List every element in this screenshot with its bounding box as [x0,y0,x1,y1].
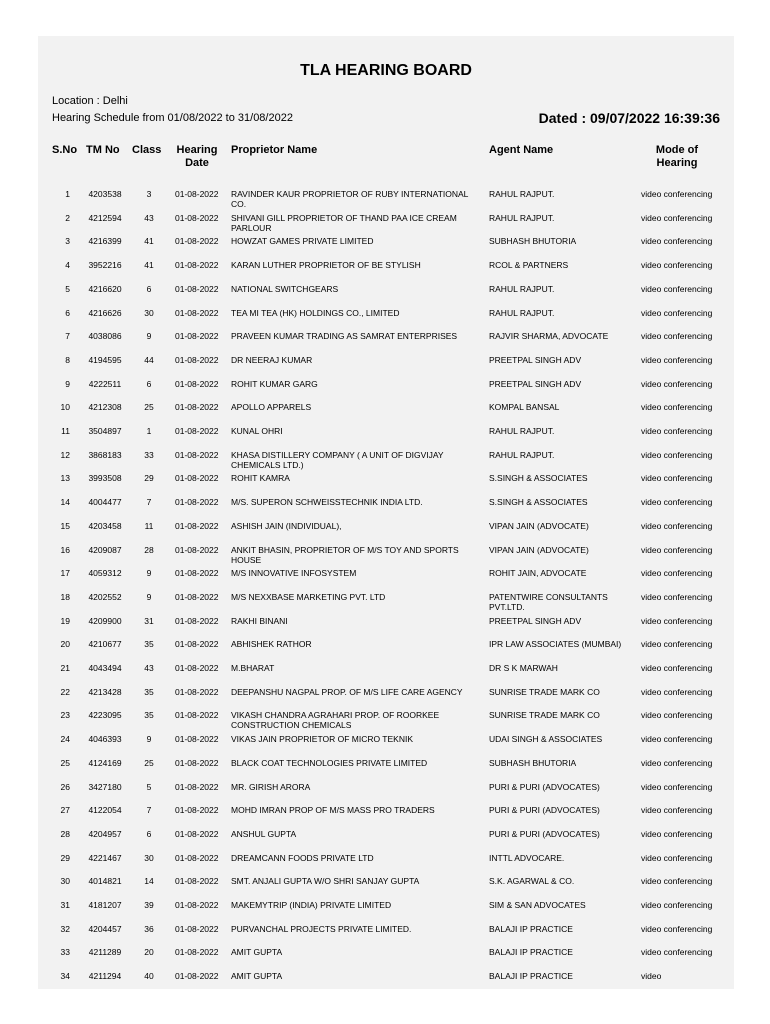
cell-class: 30 [144,307,154,318]
cell-tm-no: 4124169 [88,757,122,768]
cell-agent: PREETPAL SINGH ADV [489,354,582,365]
table-row [38,284,734,307]
cell-agent: BALAJI IP PRACTICE [489,947,573,958]
cell-hearing-date: 01-08-2022 [175,639,219,650]
cell-agent: PREETPAL SINGH ADV [489,615,582,626]
cell-mode: video conferencing [641,426,713,436]
table-row [38,521,734,544]
cell-mode: video conferencing [641,591,713,602]
cell-tm-no: 4210677 [88,639,122,650]
cell-mode: video conferencing [641,283,713,294]
cell-tm-no: 4222511 [88,378,122,389]
cell-tm-no: 4209900 [88,615,122,626]
cell-class: 44 [144,354,154,365]
cell-tm-no: 4059312 [88,568,122,579]
cell-class: 14 [144,876,154,887]
cell-hearing-date: 01-08-2022 [175,331,219,342]
cell-sno: 4 [65,260,70,271]
cell-tm-no: 4223095 [88,710,122,721]
cell-hearing-date: 01-08-2022 [175,734,219,745]
schedule-range: Hearing Schedule from 01/08/2022 to 31/08/2022 [52,112,293,124]
cell-mode: video conferencing [641,615,713,626]
cell-class: 7 [146,805,152,816]
cell-agent: KOMPAL BANSAL [489,402,560,413]
cell-agent: S.SINGH & ASSOCIATES [489,497,588,508]
cell-proprietor: ANKIT BHASIN, PROPRIETOR OF M/S TOY AND SPORTS HOUSE [231,544,459,565]
table-row [38,308,734,331]
cell-class: 39 [144,900,154,910]
cell-proprietor: ROHIT KUMAR GARG [231,378,318,389]
cell-class: 9 [146,568,152,579]
cell-class: 5 [146,781,152,792]
cell-hearing-date: 01-08-2022 [175,615,219,626]
cell-sno: 12 [60,449,70,460]
cell-proprietor: PURVANCHAL PROJECTS PRIVATE LIMITED. [231,923,412,934]
cell-mode: video conferencing [641,331,713,342]
cell-class: 9 [146,734,152,745]
document-page [38,36,734,989]
cell-mode: video conferencing [641,378,713,389]
cell-mode: video conferencing [641,568,713,579]
cell-hearing-date: 01-08-2022 [175,378,219,389]
table-row [38,829,734,852]
cell-class: 9 [146,331,152,342]
table-row [38,639,734,662]
cell-proprietor: VIKAS JAIN PROPRIETOR OF MICRO TEKNIK [231,734,413,745]
cell-tm-no: 4046393 [88,734,122,745]
header-proprietor-name: Proprietor Name [231,144,318,156]
cell-proprietor: DREAMCANN FOODS PRIVATE LTD [231,852,374,863]
cell-sno: 25 [60,757,70,768]
cell-hearing-date: 01-08-2022 [175,236,219,247]
cell-agent: RAHUL RAJPUT. [489,212,555,223]
cell-proprietor: AMIT GUPTA [231,947,283,958]
cell-sno: 1 [65,189,70,199]
cell-tm-no: 4213428 [88,686,122,697]
cell-tm-no: 4194595 [88,354,122,365]
cell-proprietor: BLACK COAT TECHNOLOGIES PRIVATE LIMITED [231,757,428,768]
cell-hearing-date: 01-08-2022 [175,260,219,271]
cell-sno: 27 [60,805,70,816]
cell-hearing-date: 01-08-2022 [175,852,219,863]
cell-hearing-date: 01-08-2022 [175,876,219,887]
cell-sno: 33 [60,947,70,958]
cell-sno: 28 [60,828,70,839]
table-row [38,331,734,354]
cell-tm-no: 4203458 [88,520,122,531]
cell-mode: video conferencing [641,876,713,887]
cell-hearing-date: 01-08-2022 [175,971,219,982]
cell-mode: video conferencing [641,307,713,318]
cell-mode: video conferencing [641,639,713,650]
cell-hearing-date: 01-08-2022 [175,473,219,484]
cell-proprietor: KHASA DISTILLERY COMPANY ( A UNIT OF DIGVIJAY CHEMICALS LTD.) [231,449,444,470]
cell-sno: 3 [65,236,70,247]
cell-hearing-date: 01-08-2022 [175,354,219,365]
cell-class: 20 [144,947,154,958]
table-row [38,568,734,591]
cell-hearing-date: 01-08-2022 [175,663,219,673]
cell-proprietor: HOWZAT GAMES PRIVATE LIMITED [231,236,374,247]
table-row [38,379,734,402]
cell-class: 35 [144,639,154,650]
table-row [38,687,734,710]
cell-class: 43 [144,663,154,673]
cell-mode: video conferencing [641,686,713,697]
cell-hearing-date: 01-08-2022 [175,544,219,555]
cell-mode: video conferencing [641,260,713,271]
cell-hearing-date: 01-08-2022 [175,686,219,697]
cell-tm-no: 4203538 [88,189,122,199]
cell-tm-no: 4211294 [88,971,122,982]
cell-tm-no: 4043494 [88,663,122,673]
cell-mode: video conferencing [641,757,713,768]
cell-tm-no: 4181207 [88,900,122,910]
cell-mode: video conferencing [641,212,713,223]
table-row [38,592,734,615]
cell-agent: S.SINGH & ASSOCIATES [489,473,588,484]
table-row [38,971,734,989]
cell-sno: 34 [60,971,70,982]
cell-proprietor: M.BHARAT [231,663,275,673]
table-row [38,900,734,923]
page-title: TLA HEARING BOARD [300,62,472,79]
cell-agent: BALAJI IP PRACTICE [489,923,573,934]
table-row [38,782,734,805]
cell-agent: UDAI SINGH & ASSOCIATES [489,734,603,745]
table-row [38,450,734,473]
cell-proprietor: DEEPANSHU NAGPAL PROP. OF M/S LIFE CARE AGENCY [231,686,463,697]
cell-mode: video conferencing [641,497,713,508]
cell-agent: RAHUL RAJPUT. [489,426,555,436]
cell-tm-no: 3952216 [88,260,122,271]
cell-agent: BALAJI IP PRACTICE [489,971,573,982]
cell-hearing-date: 01-08-2022 [175,710,219,721]
cell-proprietor: NATIONAL SWITCHGEARS [231,283,339,294]
cell-class: 3 [146,189,152,199]
cell-proprietor: M/S. SUPERON SCHWEISSTECHNIK INDIA LTD. [231,497,423,508]
cell-class: 6 [146,378,152,389]
cell-sno: 19 [60,615,70,626]
table-row [38,545,734,568]
cell-agent: SIM & SAN ADVOCATES [489,900,586,910]
cell-class: 11 [144,520,154,531]
cell-hearing-date: 01-08-2022 [175,828,219,839]
table-row [38,236,734,259]
cell-tm-no: 4004477 [88,497,122,508]
header-sno: S.No [52,144,78,156]
cell-agent: VIPAN JAIN (ADVOCATE) [489,520,589,531]
cell-proprietor: M/S NEXXBASE MARKETING PVT. LTD [231,591,386,602]
cell-class: 40 [144,971,154,982]
table-row [38,876,734,899]
cell-tm-no: 4221467 [88,852,122,863]
header-tm-no: TM No [86,144,120,156]
cell-class: 36 [144,923,154,934]
table-row [38,355,734,378]
table-row [38,473,734,496]
cell-sno: 8 [65,354,70,365]
cell-sno: 31 [60,900,70,910]
cell-proprietor: APOLLO APPARELS [231,402,312,413]
cell-sno: 21 [60,663,70,673]
cell-tm-no: 4209087 [88,544,122,555]
header-class: Class [132,144,162,156]
cell-mode: video [641,971,662,982]
cell-tm-no: 4204957 [88,828,122,839]
header-agent-name: Agent Name [489,144,554,156]
cell-class: 25 [144,402,154,413]
cell-sno: 6 [65,307,70,318]
cell-sno: 9 [65,378,70,389]
table-row [38,260,734,283]
cell-mode: video conferencing [641,900,713,910]
cell-hearing-date: 01-08-2022 [175,757,219,768]
cell-hearing-date: 01-08-2022 [175,923,219,934]
cell-class: 41 [144,260,154,271]
cell-proprietor: MR. GIRISH ARORA [231,781,311,792]
cell-proprietor: SMT. ANJALI GUPTA W/O SHRI SANJAY GUPTA [231,876,420,887]
cell-class: 6 [146,283,152,294]
cell-tm-no: 4212594 [88,212,122,223]
cell-class: 25 [144,757,154,768]
cell-sno: 18 [60,591,70,602]
cell-hearing-date: 01-08-2022 [175,449,219,460]
cell-sno: 26 [60,781,70,792]
cell-mode: video conferencing [641,402,713,413]
table-row [38,497,734,520]
cell-tm-no: 4216399 [88,236,122,247]
table-row [38,616,734,639]
cell-mode: video conferencing [641,781,713,792]
cell-tm-no: 3868183 [88,449,122,460]
cell-mode: video conferencing [641,710,713,721]
cell-sno: 15 [60,520,70,531]
cell-agent: PURI & PURI (ADVOCATES) [489,805,600,816]
cell-agent: S.K. AGARWAL & CO. [489,876,575,887]
cell-proprietor: PRAVEEN KUMAR TRADING AS SAMRAT ENTERPRISES [231,331,458,342]
cell-sno: 14 [60,497,70,508]
cell-proprietor: DR NEERAJ KUMAR [231,354,313,365]
cell-hearing-date: 01-08-2022 [175,189,219,199]
cell-sno: 20 [60,639,70,650]
table-row [38,189,734,212]
cell-agent: ROHIT JAIN, ADVOCATE [489,568,587,579]
cell-hearing-date: 01-08-2022 [175,591,219,602]
cell-proprietor: KUNAL OHRI [231,426,283,436]
cell-agent: RAJVIR SHARMA, ADVOCATE [489,331,609,342]
cell-tm-no: 4216620 [88,283,122,294]
cell-proprietor: ANSHUL GUPTA [231,828,297,839]
cell-hearing-date: 01-08-2022 [175,568,219,579]
table-row [38,947,734,970]
cell-class: 1 [146,426,152,436]
dated-timestamp: Dated : 09/07/2022 16:39:36 [538,110,720,126]
cell-class: 30 [144,852,154,863]
location-label: Location : Delhi [52,95,128,107]
cell-hearing-date: 01-08-2022 [175,402,219,413]
cell-agent: SUNRISE TRADE MARK CO [489,710,600,721]
cell-mode: video conferencing [641,828,713,839]
cell-proprietor: RAVINDER KAUR PROPRIETOR OF RUBY INTERNATIONAL CO. [231,189,469,209]
header-hearing-date: Hearing Date [176,144,218,169]
cell-agent: PURI & PURI (ADVOCATES) [489,828,600,839]
cell-hearing-date: 01-08-2022 [175,520,219,531]
cell-proprietor: KARAN LUTHER PROPRIETOR OF BE STYLISH [231,260,421,271]
cell-agent: PREETPAL SINGH ADV [489,378,582,389]
cell-sno: 5 [65,283,70,294]
cell-sno: 7 [65,331,70,342]
cell-proprietor: ROHIT KAMRA [231,473,290,484]
cell-hearing-date: 01-08-2022 [175,781,219,792]
cell-agent: SUNRISE TRADE MARK CO [489,686,600,697]
cell-agent: DR S K MARWAH [489,663,558,673]
cell-mode: video conferencing [641,544,713,555]
cell-proprietor: RAKHI BINANI [231,615,288,626]
cell-mode: video conferencing [641,923,713,934]
table-row [38,402,734,425]
cell-proprietor: VIKASH CHANDRA AGRAHARI PROP. OF ROORKEE CONSTRUCTION CHEMICALS [231,710,440,731]
cell-hearing-date: 01-08-2022 [175,900,219,910]
cell-sno: 30 [60,876,70,887]
cell-sno: 2 [65,212,70,223]
cell-tm-no: 4211289 [88,947,122,958]
header-mode-of-hearing: Mode of Hearing [655,144,699,169]
cell-mode: video conferencing [641,852,713,863]
cell-proprietor: ABHISHEK RATHOR [231,639,312,650]
table-row [38,853,734,876]
cell-proprietor: MAKEMYTRIP (INDIA) PRIVATE LIMITED [231,900,392,910]
cell-mode: video conferencing [641,449,713,460]
cell-class: 33 [144,449,154,460]
cell-sno: 32 [60,923,70,934]
table-row [38,213,734,236]
cell-hearing-date: 01-08-2022 [175,283,219,294]
cell-class: 31 [144,615,154,626]
cell-proprietor: TEA MI TEA (HK) HOLDINGS CO., LIMITED [231,307,400,318]
table-row [38,805,734,828]
cell-tm-no: 4038086 [88,331,122,342]
cell-tm-no: 4204457 [88,923,122,934]
cell-tm-no: 4216626 [88,307,122,318]
cell-hearing-date: 01-08-2022 [175,212,219,223]
cell-class: 35 [144,710,154,721]
table-row [38,734,734,757]
cell-tm-no: 3504897 [88,426,122,436]
cell-agent: RAHUL RAJPUT. [489,307,555,318]
cell-hearing-date: 01-08-2022 [175,497,219,508]
cell-agent: RAHUL RAJPUT. [489,283,555,294]
cell-agent: PATENTWIRE CONSULTANTS PVT.LTD. [489,591,608,612]
cell-agent: VIPAN JAIN (ADVOCATE) [489,544,589,555]
cell-sno: 29 [60,852,70,863]
table-row [38,663,734,686]
cell-sno: 24 [60,734,70,745]
cell-sno: 13 [60,473,70,484]
cell-agent: RAHUL RAJPUT. [489,189,555,199]
cell-agent: SUBHASH BHUTORIA [489,236,577,247]
cell-mode: video conferencing [641,236,713,247]
cell-tm-no: 4014821 [88,876,122,887]
cell-mode: video conferencing [641,189,713,199]
cell-tm-no: 4122054 [88,805,122,816]
cell-tm-no: 3427180 [88,781,122,792]
cell-sno: 11 [61,426,70,436]
cell-sno: 23 [60,710,70,721]
cell-mode: video conferencing [641,947,713,958]
cell-agent: IPR LAW ASSOCIATES (MUMBAI) [489,639,622,650]
cell-hearing-date: 01-08-2022 [175,307,219,318]
cell-sno: 16 [60,544,70,555]
cell-hearing-date: 01-08-2022 [175,426,219,436]
cell-tm-no: 4202552 [88,591,122,602]
cell-proprietor: M/S INNOVATIVE INFOSYSTEM [231,568,357,579]
cell-agent: RAHUL RAJPUT. [489,449,555,460]
cell-mode: video conferencing [641,473,713,484]
cell-mode: video conferencing [641,663,713,673]
cell-class: 41 [144,236,154,247]
cell-proprietor: ASHISH JAIN (INDIVIDUAL), [231,520,342,531]
cell-class: 29 [144,473,154,484]
cell-class: 35 [144,686,154,697]
table-row [38,758,734,781]
cell-mode: video conferencing [641,734,713,745]
cell-class: 28 [144,544,154,555]
cell-hearing-date: 01-08-2022 [175,805,219,816]
cell-proprietor: SHIVANI GILL PROPRIETOR OF THAND PAA ICE CREAM PARLOUR [231,212,457,233]
cell-mode: video conferencing [641,354,713,365]
cell-hearing-date: 01-08-2022 [175,947,219,958]
cell-class: 43 [144,212,154,223]
cell-agent: PURI & PURI (ADVOCATES) [489,781,600,792]
table-row [38,924,734,947]
cell-proprietor: MOHD IMRAN PROP OF M/S MASS PRO TRADERS [231,805,435,816]
cell-agent: RCOL & PARTNERS [489,260,569,271]
table-row [38,710,734,733]
cell-class: 9 [146,591,152,602]
cell-sno: 22 [60,686,70,697]
cell-tm-no: 4212308 [88,402,122,413]
cell-agent: INTTL ADVOCARE. [489,852,565,863]
cell-sno: 17 [60,568,70,579]
cell-mode: video conferencing [641,520,713,531]
cell-sno: 10 [60,402,70,413]
cell-agent: SUBHASH BHUTORIA [489,757,577,768]
cell-class: 6 [146,828,152,839]
cell-tm-no: 3993508 [88,473,122,484]
table-row [38,426,734,449]
cell-proprietor: AMIT GUPTA [231,971,283,982]
cell-mode: video conferencing [641,805,713,816]
cell-class: 7 [146,497,152,508]
